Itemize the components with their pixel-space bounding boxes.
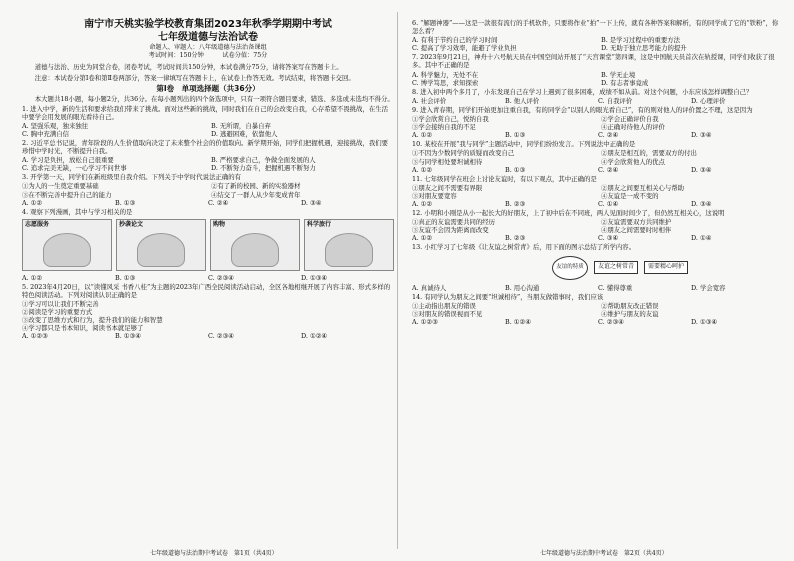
answer: C. ②④ [598, 165, 619, 174]
diagram-circle: 友谊的特质 [552, 256, 588, 280]
question-13-options [412, 284, 784, 292]
question-4: 4. 观察下列漫画，其中与学习相关的是 [22, 207, 133, 216]
statement: ④结交了一群人从少年变成青年 [211, 190, 301, 199]
question-5: 5. 2023年4月20日，以“读懂风采 书香八桂”为主题的2023年广西全民阅读活动启动，全区各地相继开展了内容丰富、形式多样的特色阅读活动。下列对阅读认识正确的是 [22, 282, 391, 299]
statement: ①学习可以让我们不断完善 [22, 300, 99, 309]
question-6: 6. “解题神器”——这是一款很有流行的手机软件，只要将作业“拍”一下上传，就有各种答案和解析，有的同学成了它的“铁粉”，你怎么看？ [412, 19, 779, 36]
answer: A. ①② [412, 131, 433, 140]
answer: A. ①②③ [412, 317, 438, 326]
statement: ③对朋友要宽容 [412, 191, 457, 200]
cartoon-image [116, 219, 206, 271]
answer: C. ②③④ [208, 273, 234, 282]
statement: ④学习都只是书本知识，阅读书本就足够了 [22, 324, 144, 333]
authors: 命题人、审题人：八年级道德与法治备课组 [149, 44, 267, 51]
question-1: 1. 进入中学，新的生活和要求给我们带来了挑战。面对这些新的挑战，同时我们在自己的会改变自我，心存希望不畏挑战，在生活中要学会用发展的眼光看待自己。 [22, 104, 389, 121]
right-column [412, 18, 784, 326]
option: C. 提高了学习效率，能避了学业负担 [412, 44, 517, 53]
question-8: 8. 进入初中两个多月了，小东发现自己在学习上遇到了很多困难，成绩不如从前。对这个问题，小东应该怎样调整自己？ [412, 87, 753, 96]
option: A. 真诚待人 [412, 283, 447, 292]
cartoon-image [22, 219, 112, 271]
answer: C. ②④ [598, 131, 619, 140]
question-1-options [22, 122, 394, 138]
option: B. 是学习过程中的重要方法 [601, 36, 681, 45]
answer: C. ③④ [598, 234, 619, 243]
statement: ②学会正确评价自我 [601, 115, 659, 124]
option: D. 有志者事竟成 [601, 78, 649, 87]
question-2-options [22, 156, 394, 172]
cartoon-figure [43, 233, 91, 267]
question-11: 11. 七年级同学在班会上讨论友谊时，有以下观点，其中正确的是 [412, 174, 597, 183]
answer: B. ①③ [115, 273, 136, 282]
statement: ③友谊不会因为距离而改变 [412, 226, 489, 235]
question-9: 9. 进入青春期，同学们开始更加注重自我，有的同学会“以别人的眼光看自己”，有的则对他人的评价置之不理，这是因为 [412, 105, 753, 114]
answer: D. ③④ [691, 131, 712, 140]
question-9-answers [412, 131, 784, 139]
cartoon-caption: 志愿服务 [25, 220, 50, 228]
answer: D. ①④ [691, 234, 712, 243]
question-7-options [412, 71, 784, 87]
exam-subtitle: 七年级道德与法治试卷 [158, 32, 258, 43]
option: D. 心理评价 [691, 96, 726, 105]
note-2: 注意：本试卷分第Ⅰ卷和第Ⅱ卷两部分，答案一律填写在答题卡上，在试卷上作答无效。考试结束，将答题卡交回。 [22, 74, 355, 83]
note-1: 道德与法治、历史为同堂合卷，闭卷考试，考试时间共150分钟，本试卷满分75分，请将答案写在答题卡上。 [22, 63, 343, 72]
option: B. 用心沟通 [505, 283, 540, 292]
statement: ②朋友是相互的，需要双方的付出 [601, 149, 697, 158]
question-2: 2. 习近平总书记说，青年阶段的人生价值取向决定了未来整个社会的价值取向。新学期开始，同学们把握机遇，迎接挑战，我们要珍惜中学时光，不断提升自我。 [22, 138, 389, 156]
statement: ②帮助朋友改正错误 [601, 301, 659, 310]
statement: ②朋友之间要互相关心与帮助 [601, 183, 685, 192]
answer: A. ①② [412, 234, 433, 243]
statement: ②友谊需要双方共同维护 [601, 218, 672, 227]
statement: ④学会欣赏他人的优点 [601, 157, 665, 166]
statement: ①为人的一生奠定重要基础 [22, 182, 99, 191]
option: A. 有利于节约自己的学习时间 [412, 36, 498, 45]
option: A. 坚强乐观，独来独往 [22, 121, 89, 130]
option: B. 无所谓，自暴自弃 [211, 121, 271, 130]
question-8-options [412, 97, 784, 105]
statement: ④正确对待他人的评价 [601, 123, 665, 132]
answer: D. ③④ [301, 198, 322, 207]
question-3-statements [22, 182, 394, 198]
option: A. 学习是负担，放松自己很重要 [22, 156, 114, 165]
answer: D. ①③④ [301, 273, 328, 282]
question-14-answers [412, 318, 784, 326]
left-column [22, 18, 394, 341]
statement: ③学会接纳自我的不足 [412, 123, 476, 132]
option: D. 逃避困难，依靠他人 [211, 129, 278, 138]
statement: ①朋友之间不需要有界限 [412, 183, 483, 192]
option: D. 学会宽容 [691, 283, 726, 292]
option: C. 懂得尊重 [598, 283, 633, 292]
statement: ②阅读是学习的重要方式 [22, 308, 93, 317]
cartoon-figure [231, 233, 279, 267]
question-10-statements [412, 149, 784, 165]
answer: A. ①② [22, 198, 43, 207]
question-10: 10. 某校在开展“我与同学”主题活动中，同学们纷纷发言。下列说法中正确的是 [412, 140, 636, 149]
answer: B. ①③ [505, 131, 526, 140]
option: D. 无助于独立思考能力的提升 [601, 44, 687, 53]
statement: ④友谊是一成不变的 [601, 191, 659, 200]
statement: ③在不断完善中提升自己的能力 [22, 190, 112, 199]
option: B. 学无止境 [601, 70, 636, 79]
answer: C. ②③④ [598, 317, 624, 326]
statement: ③与同学相处要坦诚相待 [412, 157, 483, 166]
question-6-options [412, 36, 784, 52]
question-14: 14. 有同学认为朋友之间要“坦诚相待”，当朋友做错事时，我们应该 [412, 292, 604, 301]
answer: A. ①②③ [22, 332, 48, 341]
statement: ③改变了思维方式和行为，提升我们的能力和智慧 [22, 316, 163, 325]
question-11-answers [412, 200, 784, 208]
cartoon-figure [137, 233, 185, 267]
page-footer-right: 七年级道德与法治期中考试卷 第2页（共4页） [540, 550, 668, 557]
answer: C. ②④ [208, 198, 229, 207]
cartoon-caption: 抄袭论文 [119, 220, 144, 228]
question-11-statements [412, 184, 784, 200]
question-12: 12. 小明和小刚是从小一起长大的好朋友，上了初中后在不同班，两人见面时间少了，但仍然互相关心，这说明 [412, 209, 725, 218]
answer: C. ①④ [598, 199, 619, 208]
question-13: 13. 小红学习了七年级《让友谊之树常青》后，用下面的图示总结了所学内容。 [412, 243, 636, 252]
diagram-box: 友谊之树常青 [594, 261, 638, 273]
question-12-answers [412, 234, 784, 242]
cartoon-image [210, 219, 300, 271]
exam-title: 南宁市天桃实验学校教育集团2023年秋季学期期中考试 [84, 19, 332, 30]
question-12-statements [412, 218, 784, 234]
statement: ②有了新的校园、新的实验器材 [211, 182, 301, 191]
answer: B. ①③④ [115, 332, 141, 341]
statement: ③对朋友的错误视而不见 [412, 309, 483, 318]
question-3-answers [22, 199, 394, 207]
page-footer-left: 七年级道德与法治期中考试卷 第1页（共4页） [150, 550, 278, 557]
question-5-answers [22, 332, 394, 340]
answer: B. ②③ [505, 234, 526, 243]
cartoon-figure [325, 233, 373, 267]
answer: C. ②③④ [208, 332, 234, 341]
answer: B. ①③ [115, 198, 136, 207]
statement: ④朋友之间需要时时相伴 [601, 226, 672, 235]
answer: A. ①② [412, 199, 433, 208]
answer: B. ①②④ [505, 317, 531, 326]
answer: D. ①③④ [691, 317, 718, 326]
column-divider [397, 12, 398, 549]
answer: D. ①②④ [301, 332, 328, 341]
cartoon-image [304, 219, 394, 271]
option: C. 博学笃思，求知探索 [412, 78, 479, 87]
option: C. 胸中充满自信 [22, 129, 70, 138]
answer: B. ②③ [505, 199, 526, 208]
statement: ④维护与朋友的友谊 [601, 309, 659, 318]
option: C. 自我评价 [598, 96, 633, 105]
diagram-box: 需要精心呵护 [644, 261, 688, 273]
instruction: 本大题共18小题，每小题2分，共36分。在每小题列出的四个备选项中，只有一项符合题目要求，错选、多选或未选均不得分。 [22, 95, 394, 104]
question-10-answers [412, 166, 784, 174]
statement: ①主动指出朋友的错误 [412, 301, 476, 310]
exam-time: 考试时间：150分钟 试卷分值：75分 [148, 52, 268, 60]
answer: B. ①③ [505, 165, 526, 174]
answer: D. ③④ [691, 199, 712, 208]
option: B. 严格要求自己，争做全面发展的人 [211, 156, 316, 165]
question-4-answers [22, 274, 394, 282]
question-5-statements [22, 300, 394, 332]
cartoon-row [22, 219, 394, 271]
option: B. 他人评价 [505, 96, 540, 105]
statement: ①不因为少数同学的质疑而改变自己 [412, 149, 515, 158]
answer: A. ①② [412, 165, 433, 174]
question-14-statements [412, 302, 784, 318]
answer: D. ③④ [691, 165, 712, 174]
cartoon-caption: 购物 [213, 220, 226, 228]
answer: A. ①② [22, 273, 43, 282]
question-3: 3. 开学第一天，同学们在新班级里自我介绍。下列关于中学时代说法正确的有 [22, 173, 242, 182]
cartoon-caption: 科学旅行 [307, 220, 332, 228]
option: A. 科学魅力，无处不在 [412, 70, 479, 79]
concept-diagram [552, 255, 784, 281]
option: D. 不断努力奋斗，把握机遇不断努力 [211, 164, 316, 173]
question-9-statements [412, 115, 784, 131]
question-7: 7. 2023年9月21日，神舟十六号航天员在中国空间站开展了“天宫课堂”第四课，这是中国航天员首次在轨授课，同学们收获了很多。其中不正确的是 [412, 53, 775, 70]
option: C. 追求完美无缺，一心学习不问世事 [22, 164, 127, 173]
statement: ①学会欣赏自己，悦纳自我 [412, 115, 489, 124]
section-title: 第Ⅰ卷 单项选择题（共36分） [156, 84, 260, 94]
statement: ①真正的友谊需要共同的经历 [412, 218, 496, 227]
option: A. 社会评价 [412, 96, 447, 105]
